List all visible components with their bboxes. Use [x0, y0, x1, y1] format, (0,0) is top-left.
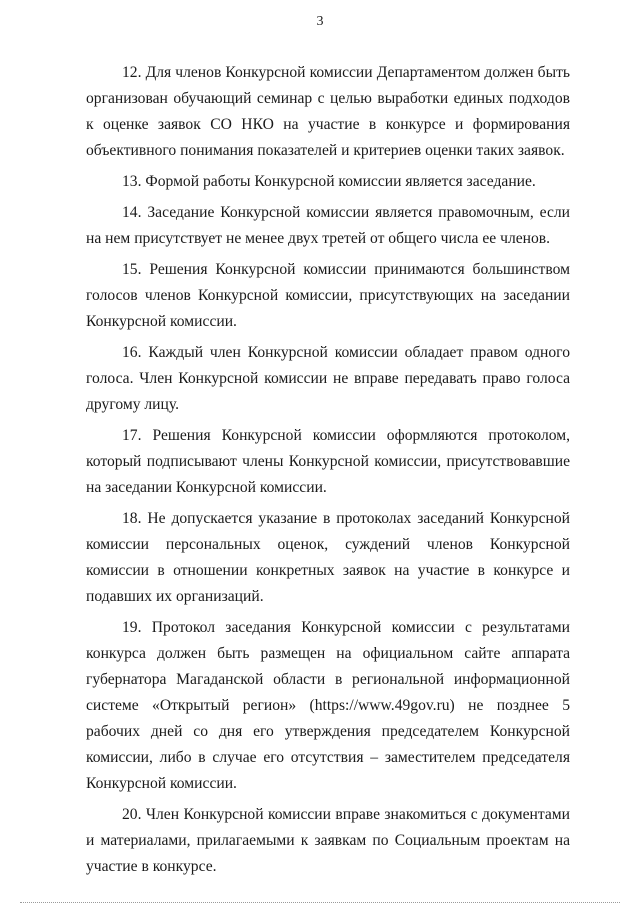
paragraph-12: 12. Для членов Конкурсной комиссии Департаментом должен быть организован обучающий семинар с целью выработки единых подходов к оценке заявок СО НКО на участие в конкурсе и формирования объективного понимания показателей и критериев оценки таких заявок. — [86, 64, 570, 159]
document-body — [86, 60, 570, 885]
paragraph-14: 14. Заседание Конкурсной комиссии является правомочным, если на нем присутствует не менее двух третей от общего числа ее членов. — [86, 204, 570, 247]
paragraph-16: 16. Каждый член Конкурсной комиссии обладает правом одного голоса. Член Конкурсной комиссии не вправе передавать право голоса другому лицу. — [86, 344, 570, 413]
paragraph-17: 17. Решения Конкурсной комиссии оформляются протоколом, который подписывают члены Конкурсной комиссии, присутствовавшие на заседании Конкурсной комиссии. — [86, 427, 570, 496]
paragraph-19: 19. Протокол заседания Конкурсной комиссии с результатами конкурса должен быть размещен на официальном сайте аппарата губернатора Магаданской области в региональной информационной системе «Открытый регион» (https://www.49gov.ru) не позднее 5 рабочих дней со дня его утверждения председателем Конкурсной комиссии, либо в случае его отсутствия – заместителем председателя Конкурсной комиссии. — [86, 619, 570, 792]
paragraph-20: 20. Член Конкурсной комиссии вправе знакомиться с документами и материалами, прилагаемыми к заявкам по Социальным проектам на участие в конкурсе. — [86, 806, 570, 875]
paragraph-18: 18. Не допускается указание в протоколах заседаний Конкурсной комиссии персональных оценок, суждений членов Конкурсной комиссии в отношении конкретных заявок на участие в конкурсе и подавших их организаций. — [86, 510, 570, 605]
page-number: 3 — [316, 14, 324, 29]
paragraph-13: 13. Формой работы Конкурсной комиссии является заседание. — [122, 173, 536, 190]
scan-edge-line — [20, 902, 620, 903]
paragraph-15: 15. Решения Конкурсной комиссии принимаются большинством голосов членов Конкурсной комиссии, присутствующих на заседании Конкурсной комиссии. — [86, 261, 570, 330]
